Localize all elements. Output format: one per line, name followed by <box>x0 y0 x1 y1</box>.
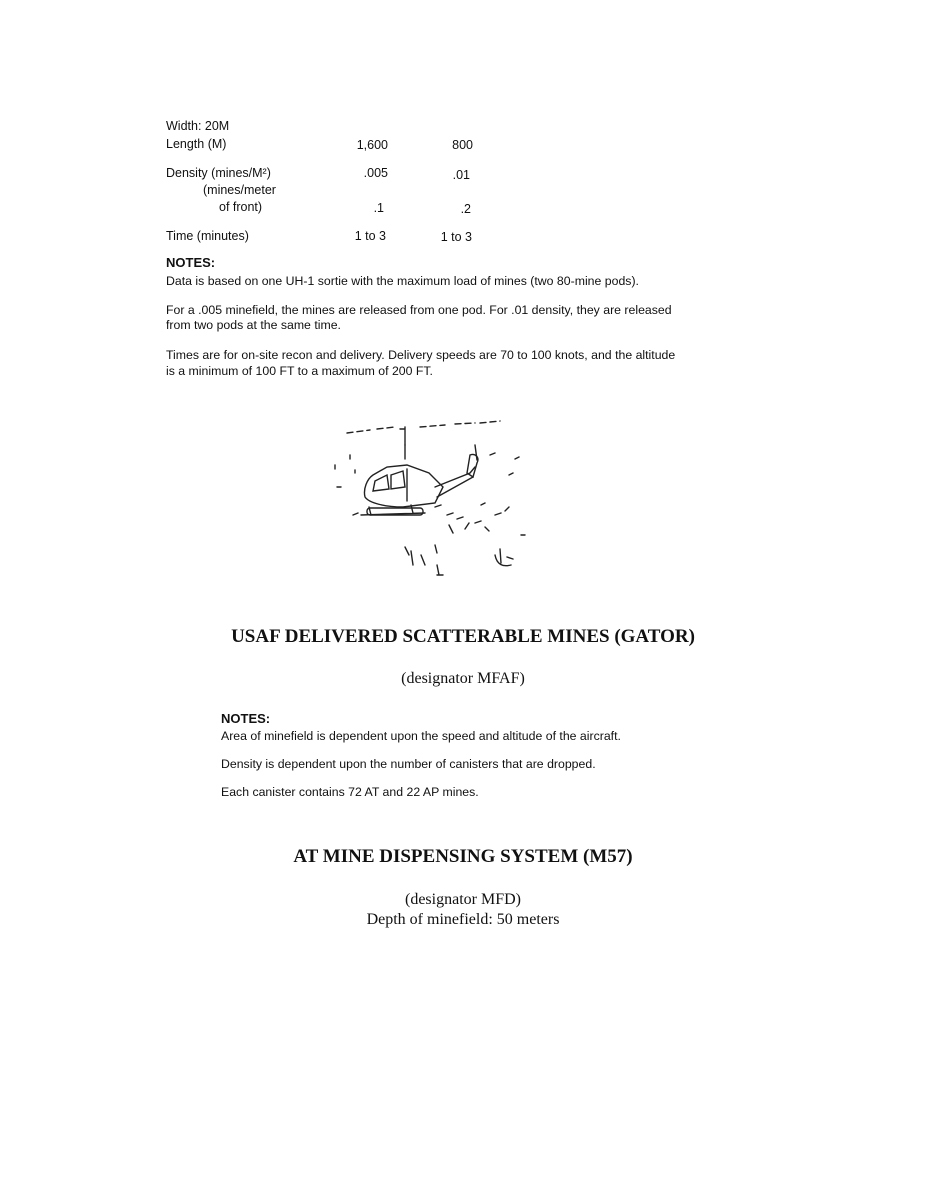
row-density-label: Density (mines/M²) <box>166 166 271 180</box>
m57-designator: (designator MFD) <box>405 891 521 908</box>
notes2-paragraph-1: Area of minefield is dependent upon the speed and altitude of the aircraft. <box>221 729 621 743</box>
row-mines-per-meter-label: (mines/meter <box>203 183 276 197</box>
row-front-label: of front) <box>219 200 263 214</box>
row-time-b: 1 to 3 <box>440 230 472 244</box>
notes1-paragraph-1: Data is based on one UH-1 sortie with the maximum load of mines (two 80-mine pods). <box>166 274 639 288</box>
notes1-paragraph-3-line-1: Times are for on-site recon and delivery. Delivery speeds are 70 to 100 knots, and the altitude <box>166 348 676 362</box>
row-length-b: 800 <box>452 138 473 152</box>
row-length-a: 1,600 <box>356 138 388 152</box>
notes1-paragraph-3-line-2: is a minimum of 100 FT to a maximum of 200 FT. <box>166 364 433 378</box>
notes-heading-2: NOTES: <box>221 711 271 726</box>
gator-section-title: USAF DELIVERED SCATTERABLE MINES (GATOR) <box>231 626 695 647</box>
notes1-paragraph-2-line-1: For a .005 minefield, the mines are released from one pod. For .01 density, they are released <box>166 303 672 317</box>
notes2-paragraph-2: Density is dependent upon the number of canisters that are dropped. <box>221 757 596 771</box>
notes1-paragraph-2-line-2: from two pods at the same time. <box>166 318 341 332</box>
gator-designator: (designator MFAF) <box>401 670 525 687</box>
row-time-a: 1 to 3 <box>354 229 386 243</box>
row-length-label: Length (M) <box>166 137 227 151</box>
m57-section-title: AT MINE DISPENSING SYSTEM (M57) <box>293 846 633 867</box>
width-label: Width: 20M <box>166 119 230 133</box>
row-density-a: .005 <box>363 166 388 180</box>
row-front-a: .1 <box>373 201 384 215</box>
row-front-b: .2 <box>460 202 471 216</box>
notes-heading-1: NOTES: <box>166 255 216 270</box>
notes2-paragraph-3: Each canister contains 72 AT and 22 AP mines. <box>221 785 479 799</box>
helicopter-dispensing-mines-icon <box>325 415 535 580</box>
row-density-b: .01 <box>452 168 470 182</box>
row-time-label: Time (minutes) <box>166 229 249 243</box>
m57-depth: Depth of minefield: 50 meters <box>366 911 560 928</box>
